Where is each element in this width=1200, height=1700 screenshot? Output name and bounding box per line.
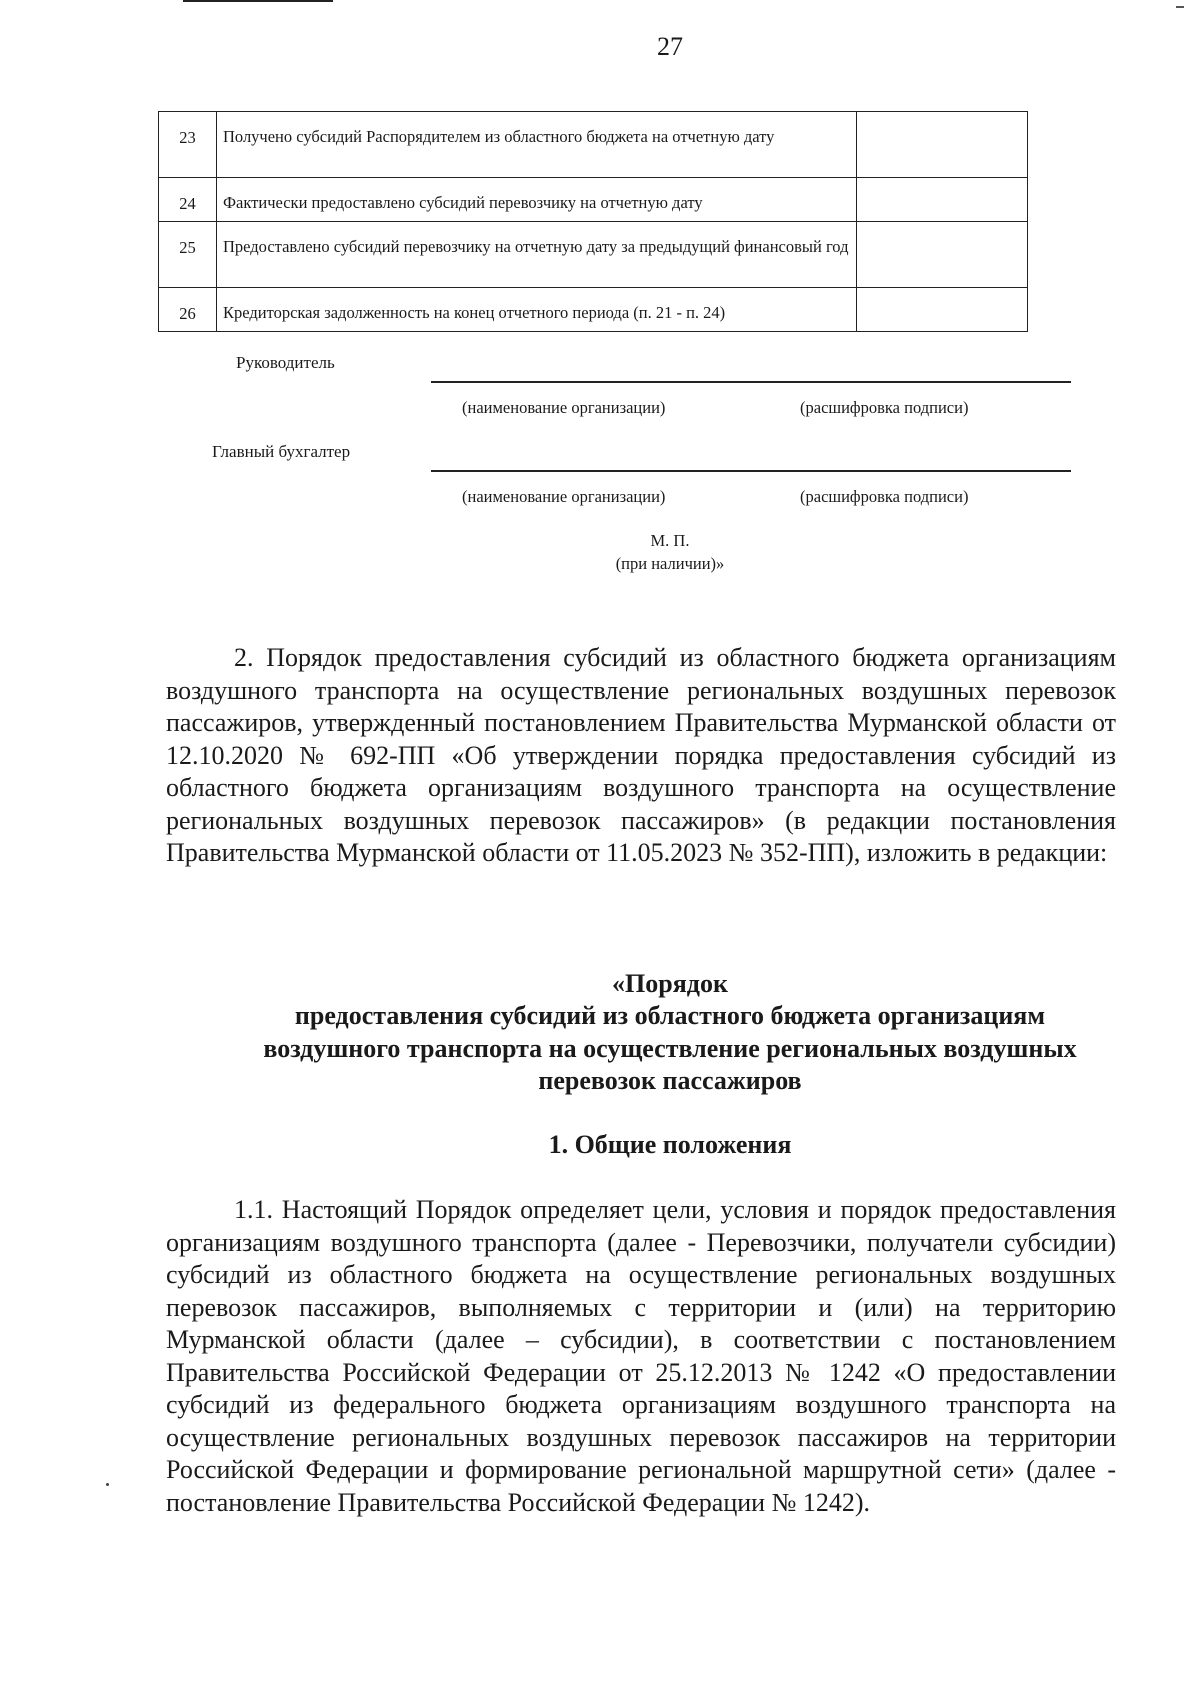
- paragraph-1-1: 1.1. Настоящий Порядок определяет цели, условия и порядок предоставления организациям воздушного транспорта (далее - Перевозчики, получатели субсидии) субсидий из областного бюджета на осуществление региональных воздушных перевозок пассажиров, выполняемых с территории и (или) на территорию Мурманской области (далее – субсидии), в соответствии с постановлением Правительства Российской Федерации от 25.12.2013 № 1242 «О предоставлении субсидий из федерального бюджета организациям воздушного транспорта на осуществление региональных воздушных перевозок пассажиров на территории Российской Федерации и формирование региональной маршрутной сети» (далее - постановление Правительства Российской Федерации № 1242).: [166, 1195, 1116, 1517]
- paragraph-2: 2. Порядок предоставления субсидий из областного бюджета организациям воздушного транспорта на осуществление региональных воздушных перевозок пассажиров, утвержденный постановлением Правительства Мурманской области от 12.10.2020 № 692-ПП «Об утверждении порядка предоставления субсидий из областного бюджета организациям воздушного транспорта на осуществление региональных воздушных перевозок пассажиров» (в редакции постановления Правительства Мурманской области от 11.05.2023 № 352-ПП), изложить в редакции:: [166, 643, 1116, 867]
- corner-mark: [1176, 6, 1184, 8]
- accountant-signature-line: [431, 470, 1071, 472]
- row-text: Получено субсидий Распорядителем из областного бюджета на отчетную дату: [217, 112, 857, 178]
- title-line-4: перевозок пассажиров: [538, 1066, 802, 1095]
- row-value: [857, 222, 1028, 288]
- title-line-2: предоставления субсидий из областного бюджета организациям: [294, 1001, 1046, 1030]
- top-edge-rule: [183, 0, 333, 2]
- row-value: [857, 288, 1028, 332]
- title-line-3: воздушного транспорта на осуществление региональных воздушных: [263, 1034, 1077, 1063]
- stamp-label: М. П.: [650, 531, 690, 550]
- head-org-caption: (наименование организации): [462, 398, 666, 417]
- scan-dot: [106, 1483, 109, 1486]
- accountant-org-caption: (наименование организации): [462, 487, 666, 506]
- row-text: Предоставлено субсидий перевозчику на отчетную дату за предыдущий финансовый год: [217, 222, 857, 288]
- section-heading: 1. Общие положения: [548, 1130, 792, 1159]
- row-number: 23: [159, 112, 217, 178]
- page-number: 27: [657, 32, 683, 61]
- row-text: Фактически предоставлено субсидий перевозчику на отчетную дату: [217, 178, 857, 222]
- accountant-decode-caption: (расшифровка подписи): [800, 487, 969, 506]
- row-number: 25: [159, 222, 217, 288]
- row-value: [857, 112, 1028, 178]
- head-label: Руководитель: [236, 353, 335, 372]
- table-row: [159, 178, 1028, 222]
- head-signature-line: [431, 381, 1071, 383]
- title-line-1: «Порядок: [612, 969, 728, 998]
- accountant-label: Главный бухгалтер: [212, 442, 351, 461]
- table-row: [159, 222, 1028, 288]
- row-text: Кредиторская задолженность на конец отчетного периода (п. 21 - п. 24): [217, 288, 857, 332]
- table-row: [159, 112, 1028, 178]
- row-value: [857, 178, 1028, 222]
- stamp-note: (при наличии)»: [615, 554, 725, 573]
- report-table: [158, 111, 1028, 332]
- table-row: [159, 288, 1028, 332]
- head-decode-caption: (расшифровка подписи): [800, 398, 969, 417]
- row-number: 26: [159, 288, 217, 332]
- row-number: 24: [159, 178, 217, 222]
